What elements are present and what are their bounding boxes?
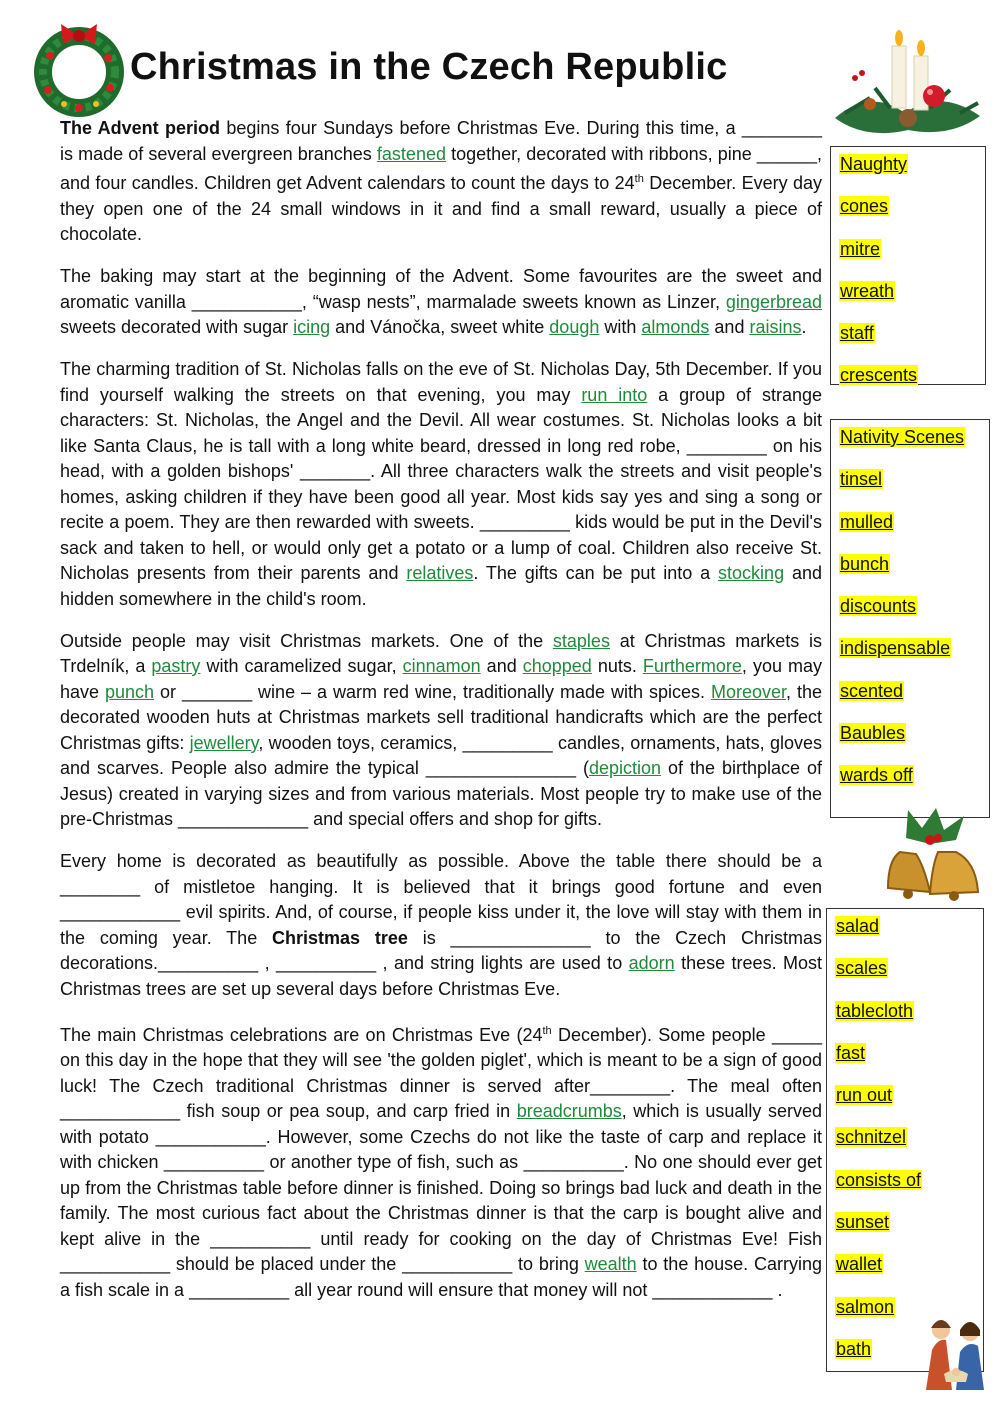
text-run: The baking may start at the beginning of the Advent. Some favourites are the sweet and aromatic vanilla ___________, “wasp nests”, marmalade sweets known as Linzer, (60, 266, 822, 312)
text-run: and (709, 317, 750, 337)
word-option-label: indispensable (840, 638, 951, 659)
text-run: at Christmas markets is Trdelník, a (60, 630, 822, 676)
word-option-label: cones (840, 196, 889, 217)
text-run: and Vánočka, sweet white (330, 317, 550, 337)
text-run: of the birthplace of Jesus) created in varying sizes and from various materials. Most people try to make use of the pre-Christmas _____________ and special offers and shop for gifts. (60, 758, 822, 829)
vocab-word: pastry (151, 656, 201, 676)
vocab-word: stocking (718, 563, 785, 583)
vocab-word: icing (293, 317, 331, 337)
word-option (839, 153, 977, 175)
bells-icon (878, 800, 988, 908)
vocab-word: dough (549, 317, 600, 337)
paragraph-decorations (60, 849, 822, 1002)
word-option-label: staff (840, 323, 874, 344)
word-option-label: Baubles (840, 723, 906, 744)
word-option-label: wreath (840, 280, 895, 301)
text-run: or _______ wine – a warm red wine, traditionally made with spices. (154, 681, 711, 702)
candles-icon (830, 18, 985, 143)
word-option (839, 764, 981, 786)
text-run: The main Christmas celebrations are on Christmas Eve (24 (60, 1024, 543, 1045)
vocab-word: staples (552, 630, 610, 651)
word-option-label: Naughty (840, 154, 908, 174)
word-option-label: mulled (840, 511, 894, 532)
word-option (839, 595, 981, 617)
text-run: to the house. Carrying a fish scale in a __________ all year round will ensure that money will not ____________ . (60, 1254, 822, 1300)
word-box-1 (830, 146, 986, 385)
page-title: Christmas in the Czech Republic (130, 46, 728, 88)
vocab-word: chopped (522, 656, 592, 676)
vocab-word: almonds (641, 317, 710, 337)
word-option (835, 957, 975, 979)
word-option (839, 426, 981, 448)
superscript: th (542, 1024, 552, 1037)
word-option (839, 322, 977, 344)
word-option (835, 1211, 975, 1233)
vocab-word: raisins (749, 317, 802, 337)
bold-term: Christmas tree (272, 927, 408, 948)
vocab-word: Moreover (710, 681, 786, 702)
text-run: Outside people may visit Christmas markets. One of the (60, 630, 553, 651)
word-option-label: sunset (836, 1212, 890, 1233)
text-run: a group of strange characters: St. Nicholas, the Angel and the Devil. All wear costumes. St. Nicholas looks a bit like Santa Claus, he is tall with a long white beard, dressed in long red robe, ________ on his head, with a golden bishops' _______. All three characters walk the streets and visit people's homes, asking children if they have been good all year. Most kids say yes and sing a song or recite a poem. They are then rewarded with sweets. _________ kids would be put in the Devil's sack and taken to hell, or would only get a potato or a lump of coal. Children also receive St. Nicholas presents from their parents and (60, 384, 822, 583)
word-option (839, 637, 981, 659)
vocab-word: depiction (589, 758, 662, 778)
vocab-word: punch (105, 681, 155, 702)
text-run: December. Every day they open one of the 24 small windows in it and find a small reward, usually a piece of chocolate. (60, 173, 823, 244)
text-run: begins four Sundays before Christmas Eve. During this time, a ________ is made of several evergreen branches (60, 118, 822, 164)
text-run: and (480, 656, 523, 676)
word-option (835, 1169, 975, 1191)
text-run: . The gifts can be put into a (473, 563, 719, 583)
paragraph-baking (60, 264, 822, 341)
vocab-word: adorn (628, 953, 675, 973)
word-option-label: discounts (840, 596, 917, 617)
superscript: th (634, 173, 644, 185)
text-run: , you may have (60, 656, 822, 702)
word-option-label: run out (836, 1085, 893, 1106)
word-option-label: scales (836, 958, 888, 979)
word-option-label: tinsel (840, 469, 883, 490)
text-run: nuts. (591, 656, 643, 676)
word-option-label: mitre (840, 238, 880, 259)
text-run: with caramelized sugar, (200, 656, 403, 676)
word-option (839, 553, 981, 575)
bold-term: The Advent period (60, 118, 221, 138)
word-option (835, 1253, 975, 1275)
text-run: and hidden somewhere in the child's room. (60, 563, 822, 609)
vocab-word: breadcrumbs (516, 1101, 622, 1121)
word-option (839, 680, 981, 702)
word-option (835, 1126, 975, 1148)
word-option-label: Nativity Scenes (840, 427, 965, 447)
word-option-label: salmon (836, 1296, 895, 1317)
word-option (839, 238, 977, 260)
vocab-word: run into (581, 384, 648, 405)
text-run: , the decorated wooden huts at Christmas markets sell traditional handicrafts which are the perfect Christmas gifts: (60, 681, 822, 753)
word-option (839, 195, 977, 217)
word-option (839, 364, 977, 386)
paragraph-st-nicholas (60, 357, 822, 612)
vocab-word: Furthermore (642, 656, 742, 676)
word-option (835, 1042, 975, 1064)
vocab-word: wealth (584, 1254, 637, 1274)
text-run: . (801, 317, 807, 337)
word-option-label: tablecloth (836, 1000, 914, 1021)
word-box-2 (830, 419, 990, 818)
text-run: The charming tradition of St. Nicholas falls on the eve of St. Nicholas Day, 5th December. If you find yourself walking the streets on that evening, you may (60, 359, 822, 405)
text-run: together, decorated with ribbons, pine ______, and four candles. Children get Advent calendars to count the days to 24 (60, 143, 822, 193)
paragraph-christmas-eve (60, 1019, 822, 1304)
vocab-word: relatives (406, 563, 474, 583)
word-option (835, 915, 975, 937)
text-run: these trees. Most Christmas trees are set up several days before Christmas Eve. (60, 953, 822, 999)
text-run: with (599, 317, 642, 337)
vocab-word: fastened (376, 143, 446, 164)
word-option (835, 1000, 975, 1022)
word-option-label: schnitzel (836, 1127, 907, 1148)
text-run: December). Some people _____ on this day in the hope that they will see 'the golden piglet', which is meant to be a sign of good luck! The Czech traditional Christmas dinner is served after________. The meal often ____________ fish soup or pea soup, and carp fried in (60, 1024, 822, 1121)
word-option (839, 280, 977, 302)
nativity-icon (922, 1300, 988, 1392)
word-option-label: wards off (840, 765, 913, 786)
text-run: is ______________ to the Czech Christmas decorations.__________ , __________ , and string lights are used to (60, 927, 822, 973)
word-option-label: bunch (840, 553, 890, 574)
article-body (60, 116, 822, 1320)
word-option-label: consists of (836, 1169, 922, 1190)
word-option (839, 722, 981, 744)
text-run: Every home is decorated as beautifully as possible. Above the table there should be a ________ of mistletoe hanging. It is believed that it brings good fortune and even ____________ evil spirits. And, of course, if people kiss under it, the love will stay with them in the coming year. The (60, 851, 822, 948)
word-option-label: wallet (836, 1254, 883, 1275)
word-option-label: scented (840, 680, 904, 701)
text-run: , which is usually served with potato ___________. However, some Czechs do not like the taste of carp and replace it with chicken __________ or another type of fish, such as __________. No one should ever get up from the Christmas table before dinner is finished. Doing so brings bad luck and death in the family. The most curious fact about the Christmas dinner is that the carp is bought alive and kept alive in the __________ until ready for cooking on the day of Christmas Eve! Fish ___________ should be placed under the ___________ to bring (60, 1101, 822, 1274)
paragraph-advent (60, 116, 822, 248)
word-option-label: crescents (840, 365, 918, 386)
paragraph-markets (60, 629, 822, 833)
word-option-label: fast (836, 1042, 866, 1063)
vocab-word: gingerbread (725, 291, 822, 312)
text-run: sweets decorated with sugar (60, 317, 294, 337)
vocab-word: jewellery (189, 732, 259, 753)
advent-wreath-icon (28, 18, 130, 118)
word-option (839, 511, 981, 533)
word-option (839, 468, 981, 490)
text-run: , wooden toys, ceramics, _________ candles, ornaments, hats, gloves and scarves. People also admire the typical _______________ ( (60, 732, 822, 778)
word-option-label: bath (836, 1338, 872, 1359)
vocab-word: cinnamon (402, 656, 481, 676)
word-option (835, 1084, 975, 1106)
word-option-label: salad (836, 916, 880, 936)
